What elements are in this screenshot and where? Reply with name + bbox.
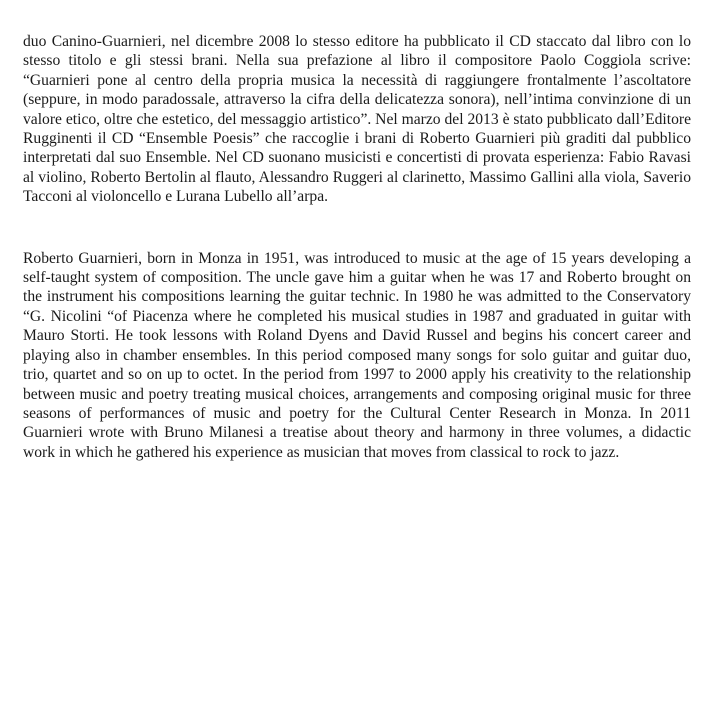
- italian-paragraph: duo Canino-Guarnieri, nel dicembre 2008 lo stesso editore ha pubblicato il CD staccato dal libro con lo stesso titolo e gli stessi brani. Nella sua prefazione al libro il compositore Paolo Coggiola scrive: “Guarnieri pone al centro della propria musica la necessità di raggiungere frontalmente l’ascoltatore (seppure, in modo paradossale, attraverso la cifra della delicatezza sonora), nell’intima convinzione di un valore etico, oltre che estetico, del messaggio artistico”. Nel marzo del 2013 è stato pubblicato dall’Editore Rugginenti il CD “Ensemble Poesis” che raccoglie i brani di Roberto Guarnieri più graditi dal pubblico interpretati dal suo Ensemble. Nel CD suonano musicisti e concertisti di provata esperienza: Fabio Ravasi al violino, Roberto Bertolin al flauto, Alessandro Ruggeri al clarinetto, Massimo Gallini alla viola, Saverio Tacconi al violoncello e Lurana Lubello all’arpa.: [23, 33, 691, 206]
- document-page: [23, 32, 691, 462]
- english-paragraph: Roberto Guarnieri, born in Monza in 1951, was introduced to music at the age of 15 years developing a self-taught system of composition. The uncle gave him a guitar when he was 17 and Roberto brought on the instrument his compositions learning the guitar technic. In 1980 he was admitted to the Conservatory “G. Nicolini “of Piacenza where he completed his musical studies in 1987 and graduated in guitar with Mauro Storti. He took lessons with Roland Dyens and David Russel and begins his concert career and playing also in chamber ensembles. In this period composed many songs for solo guitar and guitar duo, trio, quartet and so on up to octet. In the period from 1997 to 2000 apply his creativity to the relationship between music and poetry treating musical choices, arrangements and composing original music for three seasons of performances of music and poetry for the Cultural Center Research in Monza. In 2011 Guarnieri wrote with Bruno Milanesi a treatise about theory and harmony in three volumes, a didactic work in which he gathered his experience as musician that moves from classical to rock to jazz.: [23, 249, 691, 461]
